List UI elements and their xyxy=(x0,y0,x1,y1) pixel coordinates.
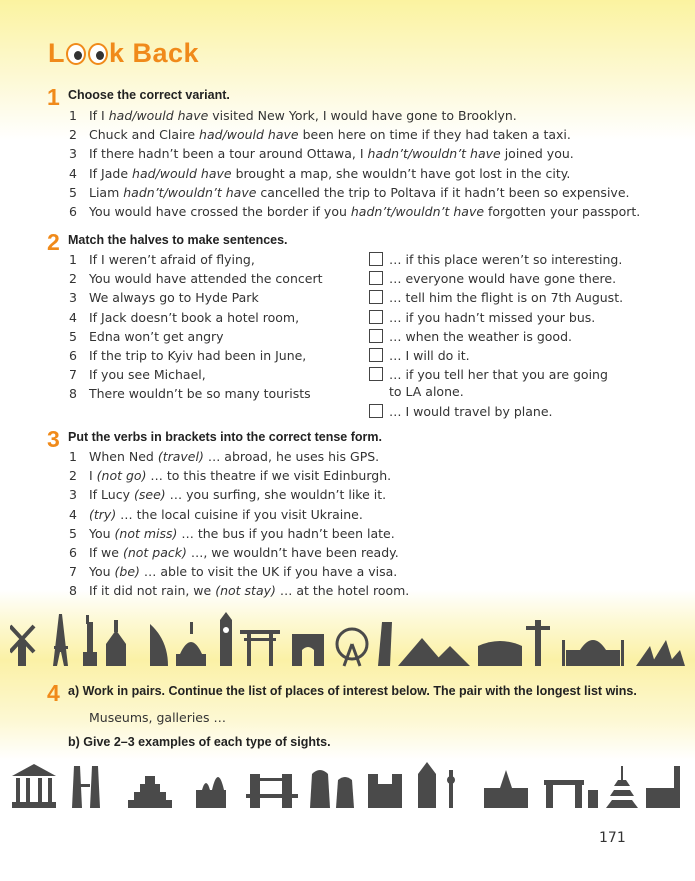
verb-hint: (not stay) xyxy=(215,583,276,599)
item-number: 4 xyxy=(69,506,77,522)
sentence-end xyxy=(369,329,572,344)
eiffel-tower-icon xyxy=(53,614,68,666)
pyramids-icon xyxy=(398,638,470,666)
item-text: If the trip to Kyiv had been in June, xyxy=(89,348,307,363)
item-number: 3 xyxy=(69,290,77,306)
verb-hint: (try) xyxy=(89,506,117,522)
item-number: 1 xyxy=(69,252,77,267)
eye-icon xyxy=(88,43,108,65)
item-text: forgotten your passport. xyxy=(484,204,641,219)
exercise-3-item xyxy=(69,564,397,579)
item-number: 3 xyxy=(69,146,77,162)
item-text: been here on time if they had taken a taxi. xyxy=(298,127,571,143)
exercise-4a-heading: a) Work in pairs. Continue the list of places of interest below. The pair with the longest list wins. xyxy=(68,684,637,698)
item-number: 2 xyxy=(69,271,77,287)
item-text: We always go to Hyde Park xyxy=(89,290,259,306)
sentence-start xyxy=(69,367,206,382)
item-text: Chuck and Claire xyxy=(89,127,200,143)
item-text: If it did not rain, we xyxy=(89,583,216,599)
item-number: 5 xyxy=(69,184,77,200)
verb-hint: (not miss) xyxy=(114,525,178,541)
item-text: If I xyxy=(89,108,109,123)
item-number: 6 xyxy=(69,204,77,219)
exercise-3-item xyxy=(69,487,386,502)
exercise-3-number: 3 xyxy=(47,426,60,452)
exercise-1-item xyxy=(69,204,640,219)
capitol-icon xyxy=(176,622,206,666)
item-text: … the local cuisine if you visit Ukraine. xyxy=(116,506,363,522)
sentence-end xyxy=(369,252,622,267)
item-text: There wouldn’t be so many tourists xyxy=(89,386,311,402)
eye-icon xyxy=(66,43,86,65)
item-text: Edna won’t get angry xyxy=(89,328,224,344)
answer-checkbox[interactable] xyxy=(369,367,383,381)
sydney-opera-icon xyxy=(636,640,685,666)
tower-bridge-icon xyxy=(246,774,298,808)
item-text: You would have crossed the border if you xyxy=(89,204,351,219)
item-number: 3 xyxy=(69,487,77,503)
item-text: … the bus if you hadn’t been late. xyxy=(177,525,395,541)
parthenon-icon xyxy=(12,764,56,808)
big-ben-icon xyxy=(220,612,232,666)
variant-options: had/would have xyxy=(132,165,232,181)
item-text: … everyone would have gone there. xyxy=(389,271,617,287)
item-number: 5 xyxy=(69,328,77,344)
sentence-start xyxy=(69,348,306,363)
variant-options: hadn’t/wouldn’t have xyxy=(123,184,257,200)
sentence-end xyxy=(369,348,470,363)
item-text: … I will do it. xyxy=(389,348,470,363)
exercise-4-example: Museums, galleries … xyxy=(89,710,226,725)
item-number: 6 xyxy=(69,348,77,363)
taj-mahal-icon xyxy=(562,640,624,666)
sentence-end xyxy=(369,290,623,305)
item-text: You xyxy=(89,525,115,541)
colosseum-icon xyxy=(478,641,522,666)
sentence-start xyxy=(69,271,322,286)
verb-hint: (not pack) xyxy=(122,545,187,560)
item-number: 2 xyxy=(69,468,77,484)
verb-hint: (not go) xyxy=(96,468,147,484)
leaning-tower-icon xyxy=(378,622,392,666)
variant-options: hadn’t/wouldn’t have xyxy=(367,146,501,162)
item-text: … at the hotel room. xyxy=(275,583,410,599)
exercise-3-item xyxy=(69,507,363,522)
answer-checkbox[interactable] xyxy=(369,271,383,285)
exercise-1-item xyxy=(69,127,571,142)
answer-checkbox[interactable] xyxy=(369,290,383,304)
notre-dame-icon xyxy=(368,774,402,808)
exercise-3-item xyxy=(69,526,395,541)
landmarks-skyline-top xyxy=(10,612,685,668)
item-number: 1 xyxy=(69,108,77,123)
palace-icon xyxy=(484,770,528,808)
torii-gate-icon xyxy=(240,630,280,666)
exercise-4b-heading: b) Give 2–3 examples of each type of sights. xyxy=(68,735,331,749)
item-text: … tell him the flight is on 7th August. xyxy=(389,290,624,306)
answer-checkbox[interactable] xyxy=(369,252,383,266)
exercise-3-item xyxy=(69,545,399,560)
clock-tower-icon xyxy=(418,762,436,808)
item-text: I xyxy=(89,468,97,484)
exercise-3-item xyxy=(69,583,409,598)
item-number: 8 xyxy=(69,386,77,402)
item-text: …, we wouldn’t have been ready. xyxy=(186,545,399,560)
exercise-4-number: 4 xyxy=(47,680,60,706)
sentence-end xyxy=(369,404,553,419)
answer-checkbox[interactable] xyxy=(369,348,383,362)
item-text: If Jade xyxy=(89,165,133,181)
variant-options: hadn’t/wouldn’t have xyxy=(350,204,485,219)
item-text: … I would travel by plane. xyxy=(389,404,553,419)
landmarks-skyline-bottom xyxy=(10,760,685,812)
item-text: … if you hadn’t missed your bus. xyxy=(389,309,596,325)
sentence-start xyxy=(69,252,255,267)
exercise-1-number: 1 xyxy=(47,84,60,110)
item-number: 1 xyxy=(69,449,77,464)
exercise-1-item xyxy=(69,166,570,181)
item-text: When Ned xyxy=(89,449,158,464)
exercise-1-heading: Choose the correct variant. xyxy=(68,88,230,102)
moai-icon xyxy=(310,770,354,808)
item-text: … abroad, he uses his GPS. xyxy=(203,449,380,464)
item-text: If Jack doesn’t book a hotel room, xyxy=(89,309,300,325)
item-text: You xyxy=(89,564,115,580)
variant-options: had/would have xyxy=(199,127,299,143)
item-text: If there hadn’t been a tour around Ottawa, I xyxy=(89,146,368,162)
exercise-1-item xyxy=(69,185,629,200)
cathedral-icon xyxy=(646,766,680,808)
item-number: 2 xyxy=(69,127,77,143)
sentence-end xyxy=(369,271,616,286)
answer-checkbox[interactable] xyxy=(369,310,383,324)
item-number: 8 xyxy=(69,583,77,599)
tv-tower-icon xyxy=(447,770,455,808)
exercise-3-item xyxy=(69,449,379,464)
sentence-end xyxy=(369,310,595,325)
sentence-start xyxy=(69,386,311,401)
arc-de-triomphe-icon xyxy=(292,634,324,666)
item-text: … you surfing, she wouldn’t like it. xyxy=(165,487,387,503)
page-number: 171 xyxy=(599,830,626,846)
item-text: Liam xyxy=(89,184,124,200)
item-number: 4 xyxy=(69,165,77,181)
title-suffix: k Back xyxy=(109,38,200,68)
exercise-3-item xyxy=(69,468,391,483)
item-text: brought a map, she wouldn’t have got lost in the city. xyxy=(231,165,571,181)
verb-hint: (travel) xyxy=(157,449,204,464)
item-number: 6 xyxy=(69,545,77,560)
item-text: If Lucy xyxy=(89,487,134,503)
title-prefix: L xyxy=(48,38,65,68)
item-text: … if this place weren’t so interesting. xyxy=(389,252,623,267)
item-text: If you see Michael, xyxy=(89,367,206,383)
stonehenge-icon xyxy=(544,780,598,808)
exercise-2-number: 2 xyxy=(47,229,60,255)
pagoda-icon xyxy=(606,766,638,808)
exercise-1-item xyxy=(69,108,517,123)
sentence-start xyxy=(69,290,259,305)
answer-checkbox[interactable] xyxy=(369,329,383,343)
item-text: If I weren’t afraid of flying, xyxy=(89,252,255,267)
ferris-wheel-icon xyxy=(337,629,367,666)
item-text: … when the weather is good. xyxy=(389,328,572,344)
item-text: … if you tell her that you are going xyxy=(389,367,608,383)
item-number: 5 xyxy=(69,525,77,541)
item-text: cancelled the trip to Poltava if it hadn’t been so expensive. xyxy=(256,184,630,200)
windmill-icon xyxy=(10,626,34,666)
statue-of-liberty-icon xyxy=(83,615,97,666)
petronas-towers-icon xyxy=(72,766,100,808)
item-text: You would have attended the concert xyxy=(89,271,323,287)
verb-hint: (see) xyxy=(133,487,166,503)
sentence-start xyxy=(69,310,299,325)
item-text: If we xyxy=(89,545,123,560)
item-text: visited New York, I would have gone to Brooklyn. xyxy=(208,108,517,123)
church-icon xyxy=(106,620,126,666)
item-text: … to this theatre if we visit Edinburgh. xyxy=(146,468,392,484)
st-basil-icon xyxy=(196,777,226,808)
variant-options: had/would have xyxy=(108,108,209,123)
item-text: joined you. xyxy=(500,146,574,162)
mayan-pyramid-icon xyxy=(128,776,172,808)
exercise-1-item xyxy=(69,146,574,161)
sentence-end xyxy=(369,367,608,382)
match-continuation: to LA alone. xyxy=(389,384,464,399)
item-text: … able to visit the UK if you have a visa. xyxy=(139,564,398,580)
page-title xyxy=(48,38,199,69)
burj-al-arab-icon xyxy=(150,624,168,666)
exercise-3-heading: Put the verbs in brackets into the correct tense form. xyxy=(68,430,382,444)
christ-redeemer-icon xyxy=(526,620,550,666)
item-number: 7 xyxy=(69,367,77,383)
sentence-start xyxy=(69,329,224,344)
verb-hint: (be) xyxy=(114,564,140,580)
answer-checkbox[interactable] xyxy=(369,404,383,418)
exercise-2-heading: Match the halves to make sentences. xyxy=(68,233,288,247)
item-number: 7 xyxy=(69,564,77,580)
item-number: 4 xyxy=(69,309,77,325)
